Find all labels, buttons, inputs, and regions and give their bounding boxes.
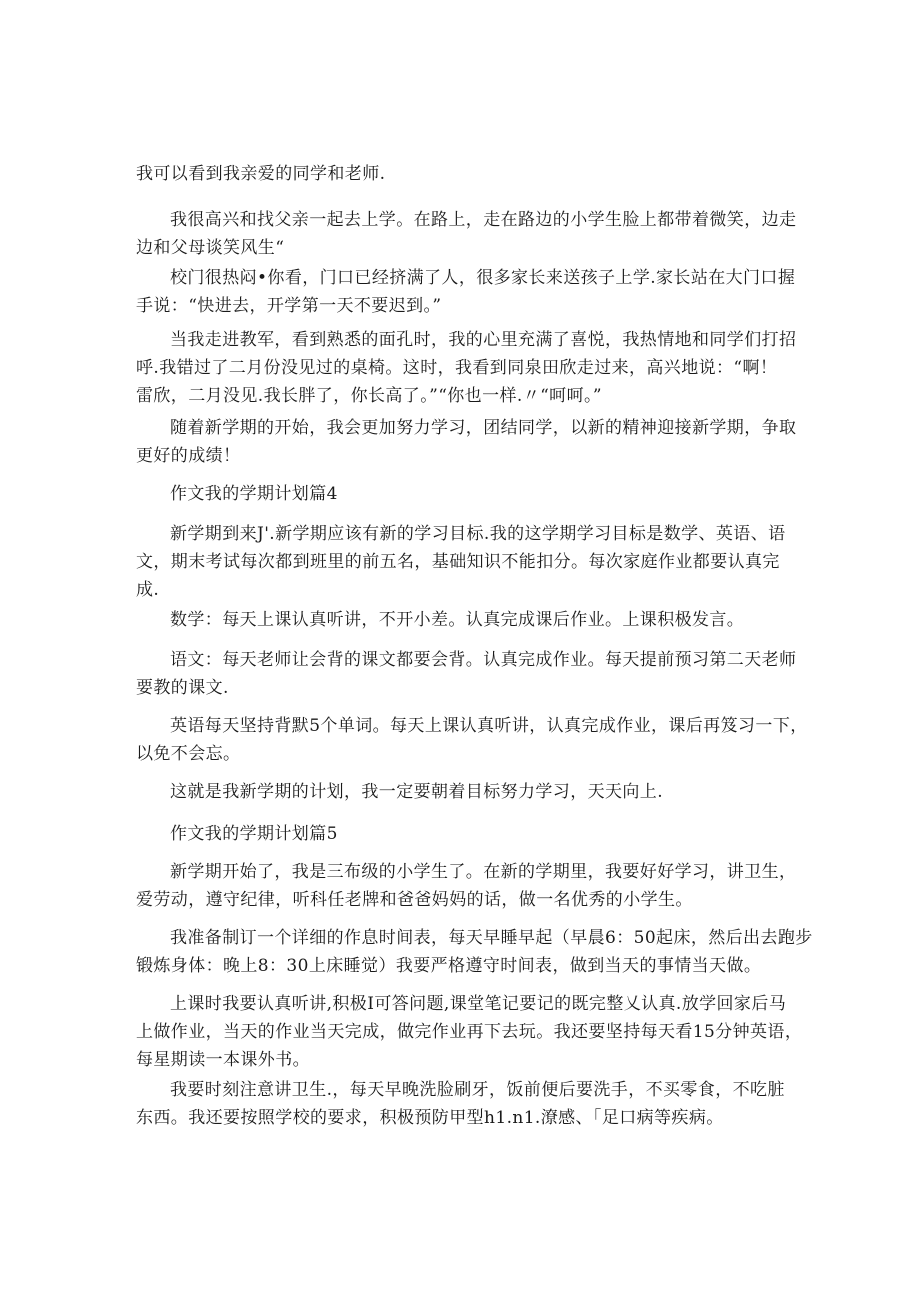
paragraph-math	[136, 606, 792, 634]
text-line: 上课时我要认真听讲,积极I可答问题,课堂笔记要记的既完整乂认真.放学回家后马	[170, 994, 787, 1014]
text-line: 成.	[136, 580, 160, 600]
text-line: 新学期开始了，我是三布级的小学生了。在新的学期里，我要好好学习，讲卫生，	[170, 862, 797, 882]
text-line: 英语每天坚持背默5个单词。每天上课认真听讲，认真完成作业，课后再笈习一下，	[170, 716, 808, 736]
paragraph-5	[136, 414, 797, 470]
paragraph-8	[136, 924, 813, 980]
text-line: 数学：每天上课认真听讲，不开小差。认真完成课后作业。上课积极发言。	[170, 610, 745, 630]
text-line: 随着新学期的开始，我会更加努力学习，团结同学，以新的精神迎接新学期，争取	[170, 418, 797, 438]
text-line: 我很高兴和找父亲一起去上学。在路上，走在路边的小学生脸上都带着微笑，边走	[170, 210, 797, 230]
text-line: 校门很热闷•你看，门口已经挤满了人，很多家长来送孩子上学.家长站在大门口握	[170, 268, 796, 288]
paragraph-4	[136, 326, 797, 410]
text-line: 新学期到来J'.新学期应该有新的学习目标.我的这学期学习目标是数学、英语、语	[170, 524, 786, 544]
text-line: 每星期读一本课外书。	[136, 1050, 310, 1070]
text-line: 我准备制订一个详细的作息时间表，每天早睡早起（早晨6：50起床，然后出去跑步	[170, 928, 813, 948]
text-line: 以免不会忘。	[136, 744, 241, 764]
paragraph-10	[136, 1076, 792, 1132]
paragraph-7	[136, 858, 797, 914]
text-line: 手说：“快进去，开学第一天不要迟到。”	[136, 296, 442, 316]
paragraph-2	[136, 206, 797, 262]
text-line: 爱劳动，遵守纪律，听科任老牌和爸爸妈妈的话，做一名优秀的小学生。	[136, 890, 693, 910]
text-line: 要教的课文.	[136, 678, 229, 698]
text-line: 上做作业，当天的作业当天完成，做完作业再下去玩。我还要坚持每天看15分钟英语，	[136, 1022, 803, 1042]
text-line: 更好的成绩！	[136, 446, 241, 466]
text-line: 当我走进教军，看到熟悉的面孔时，我的心里充满了喜悦，我热情地和同学们打招	[170, 330, 797, 350]
text-line: 呼.我错过了二月份没见过的桌椅。这时，我看到同泉田欣走过来，高兴地说：“啊！	[136, 358, 778, 378]
text-line: 我要时刻注意讲卫生.，每天早晚洗脸刷牙，饭前便后要洗手，不买零食，不吃脏	[170, 1080, 785, 1100]
text-line: 这就是我新学期的计划，我一定要朝着目标努力学习，天天向上.	[170, 782, 664, 802]
text-line: 文，期末考试每次都到班里的前五名，基础知识不能扣分。每次家庭作业都要认真完	[136, 552, 780, 572]
section-heading-4	[136, 480, 792, 508]
paragraph-english	[136, 712, 808, 768]
section-heading-5	[136, 820, 792, 848]
paragraph-1	[136, 160, 792, 188]
text-line: 语文：每天老师让会背的课文都要会背。认真完成作业。每天提前预习第二天老师	[170, 650, 797, 670]
paragraph-plan-summary	[136, 778, 792, 806]
text-line: 我可以看到我亲爱的同学和老师.	[136, 164, 386, 184]
paragraph-6	[136, 520, 792, 604]
text-line: 边和父母谈笑风生“	[136, 238, 285, 258]
paragraph-9	[136, 990, 803, 1074]
text-line: 雷欣，二月没见.我长胖了，你长高了。”“你也一样.〃“呵呵。”	[136, 386, 602, 406]
text-line: 锻炼身体：晚上8：30上床睡觉）我要严格遵守时间表，做到当天的事情当天做。	[136, 956, 762, 976]
text-line: 东西。我还要按照学校的要求，积极预防甲型h1.n1.潦感、「足口病等疾病。	[136, 1108, 724, 1128]
text-line: 作文我的学期计划篇5	[170, 824, 338, 844]
text-line: 作文我的学期计划篇4	[170, 484, 338, 504]
paragraph-chinese	[136, 646, 797, 702]
paragraph-3	[136, 264, 796, 320]
